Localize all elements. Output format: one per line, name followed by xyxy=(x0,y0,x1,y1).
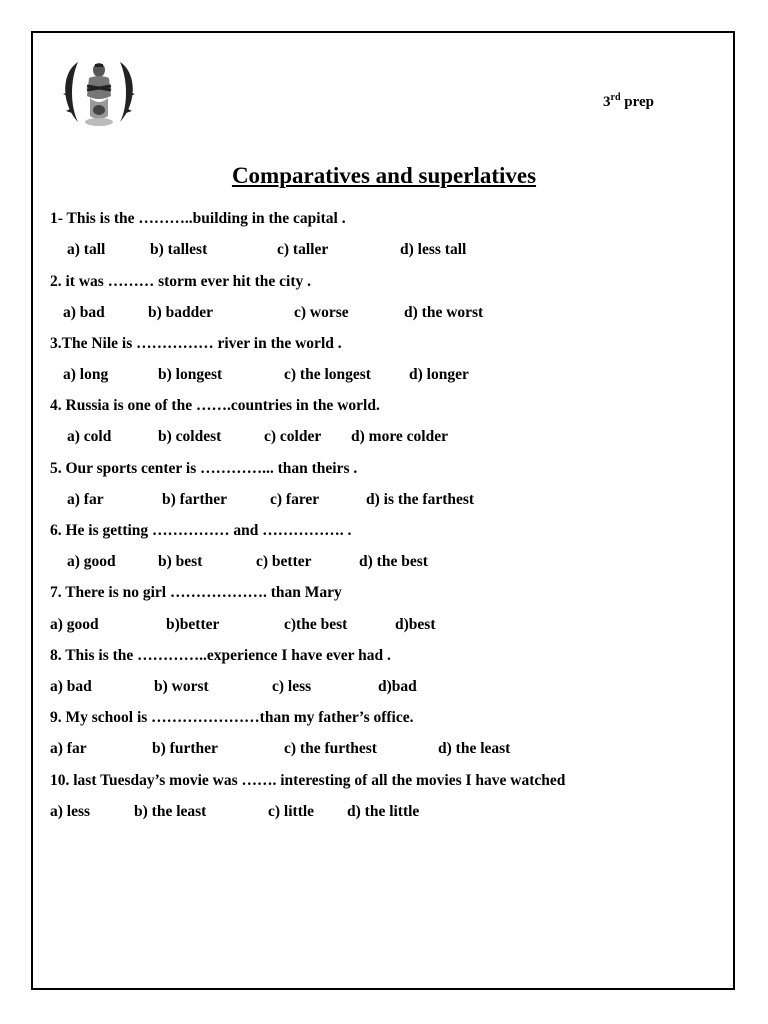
q3-option-b: b) longest xyxy=(158,366,223,383)
question-6: 6. He is getting …………… and ……………. . xyxy=(50,522,352,539)
q5-option-d: d) is the farthest xyxy=(366,491,475,508)
q8-option-c: c) less xyxy=(272,678,312,695)
q7-option-a: a) good xyxy=(50,616,99,633)
q3-option-d: d) longer xyxy=(409,366,469,383)
q9-option-a: a) far xyxy=(50,740,87,757)
q7-option-c: c)the best xyxy=(284,616,348,633)
q7-option-d: d)best xyxy=(395,616,436,633)
q4-option-b: b) coldest xyxy=(158,428,222,445)
q4-option-c: c) colder xyxy=(264,428,322,445)
q9-option-c: c) the furthest xyxy=(284,740,377,757)
q6-option-a: a) good xyxy=(67,553,116,570)
q5-option-b: b) farther xyxy=(162,491,227,508)
q2-option-d: d) the worst xyxy=(404,304,484,321)
q1-option-c: c) taller xyxy=(277,241,329,258)
q5-option-c: c) farer xyxy=(270,491,320,508)
q10-option-a: a) less xyxy=(50,803,91,820)
q5-option-a: a) far xyxy=(67,491,104,508)
q1-option-a: a) tall xyxy=(67,241,106,258)
q8-option-d: d)bad xyxy=(378,678,417,695)
question-9: 9. My school is …………………than my father’s office. xyxy=(50,709,414,726)
q8-option-b: b) worst xyxy=(154,678,209,695)
question-4: 4. Russia is one of the …….countries in the world. xyxy=(50,397,380,414)
q2-option-b: b) badder xyxy=(148,304,214,321)
question-10: 10. last Tuesday’s movie was ……. interesting of all the movies I have watched xyxy=(50,772,566,789)
question-3: 3.The Nile is …………… river in the world . xyxy=(50,335,342,352)
q4-option-d: d) more colder xyxy=(351,428,448,445)
pharaoh-emblem-logo xyxy=(58,56,140,130)
question-8: 8. This is the …………..experience I have ever had . xyxy=(50,647,391,664)
q7-option-b: b)better xyxy=(166,616,220,633)
q9-option-b: b) further xyxy=(152,740,218,757)
q6-option-d: d) the best xyxy=(359,553,428,570)
grade-label: 3rd prep xyxy=(603,92,654,110)
q2-option-a: a) bad xyxy=(63,304,105,321)
q10-option-c: c) little xyxy=(268,803,315,820)
q10-option-b: b) the least xyxy=(134,803,207,820)
question-7: 7. There is no girl ………………. than Mary xyxy=(50,584,342,601)
question-2: 2. it was ……… storm ever hit the city . xyxy=(50,273,312,290)
q3-option-c: c) the longest xyxy=(284,366,371,383)
q9-option-d: d) the least xyxy=(438,740,511,757)
q6-option-c: c) better xyxy=(256,553,312,570)
q8-option-a: a) bad xyxy=(50,678,92,695)
q3-option-a: a) long xyxy=(63,366,109,383)
worksheet-title: Comparatives and superlatives xyxy=(231,163,537,188)
question-5: 5. Our sports center is …………... than theirs . xyxy=(50,460,358,477)
q1-option-d: d) less tall xyxy=(400,241,467,258)
q6-option-b: b) best xyxy=(158,553,203,570)
q10-option-d: d) the little xyxy=(347,803,420,820)
q2-option-c: c) worse xyxy=(294,304,349,321)
q4-option-a: a) cold xyxy=(67,428,112,445)
q1-option-b: b) tallest xyxy=(150,241,208,258)
question-1: 1- This is the ………..building in the capital . xyxy=(50,210,346,227)
